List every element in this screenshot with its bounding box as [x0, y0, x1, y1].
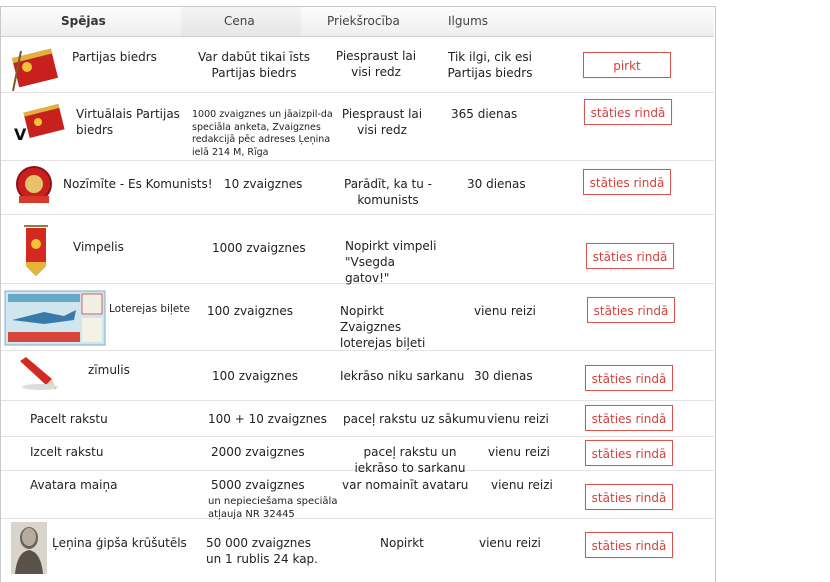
row-privilege: Nopirkt — [380, 536, 424, 550]
row-name: zīmulis — [88, 363, 130, 377]
row-price-note: un nepieciešama speciāla atļauja NR 32445 — [208, 496, 338, 520]
queue-button[interactable]: stāties rindā — [586, 243, 674, 269]
queue-button[interactable]: stāties rindā — [587, 297, 675, 323]
buy-button[interactable]: pirkt — [583, 52, 671, 78]
row-duration: vienu reizi — [479, 536, 541, 550]
pencil-icon — [16, 355, 58, 391]
queue-button[interactable]: stāties rindā — [583, 169, 671, 195]
row-name: Loterejas biļete — [109, 303, 190, 315]
queue-button[interactable]: stāties rindā — [585, 365, 673, 391]
row-privilege: var nomainīt avataru — [342, 478, 469, 492]
row-privilege: paceļ rakstu un iekrāso to sarkanu — [354, 445, 466, 475]
row-price: 100 zvaigznes — [207, 304, 293, 318]
lottery-ticket-icon — [4, 290, 106, 346]
header-privilege: Priekšrocība — [327, 14, 400, 28]
row-price: 100 zvaigznes — [212, 369, 298, 383]
row-name: Izcelt rakstu — [30, 445, 104, 459]
queue-button[interactable]: stāties rindā — [585, 532, 673, 558]
row-privilege: Nopirkt Zvaigznes loterejas biļeti — [340, 304, 426, 350]
row-privilege: Piespraust lai visi redz — [335, 49, 417, 79]
header-ability: Spējas — [61, 14, 106, 28]
row-name: Ļeņina ģipša krūšutēls — [52, 536, 187, 550]
red-flag-icon — [9, 47, 63, 91]
row-price: 100 + 10 zvaigznes — [208, 412, 327, 426]
row-duration: vienu reizi — [491, 478, 553, 492]
red-flag-v-icon — [14, 100, 66, 146]
bust-icon — [11, 522, 47, 574]
pennant-icon — [20, 222, 52, 278]
header-duration: Ilgums — [448, 14, 489, 28]
queue-button[interactable]: stāties rindā — [585, 440, 673, 466]
row-privilege: Parādīt, ka tu - komunists — [344, 177, 432, 207]
row-price: 1000 zvaigznes — [212, 241, 306, 255]
row-duration: 365 dienas — [451, 107, 518, 121]
table-header — [1, 7, 714, 37]
row-price: 2000 zvaigznes — [211, 445, 305, 459]
row-privilege: Nopirkt vimpeli "Vsegda gatov!" — [345, 239, 437, 285]
row-duration: vienu reizi — [487, 412, 549, 426]
row-price: 10 zvaigznes — [224, 177, 303, 191]
row-duration: vienu reizi — [474, 304, 536, 318]
row-privilege: Iekrāso niku sarkanu — [340, 369, 465, 383]
row-duration: 30 dienas — [474, 369, 533, 383]
row-price: Var dabūt tikai īsts Partijas biedrs — [198, 50, 310, 80]
row-name: Avatara maiņa — [30, 478, 118, 492]
row-duration: Tik ilgi, cik esi Partijas biedrs — [447, 50, 533, 80]
svg-text:V: V — [14, 125, 27, 144]
row-duration: vienu reizi — [488, 445, 550, 459]
row-name: Virtuālais Partijas biedrs — [76, 107, 180, 137]
row-privilege: paceļ rakstu uz sākumu — [343, 412, 486, 426]
queue-button[interactable]: stāties rindā — [585, 405, 673, 431]
header-price: Cena — [224, 14, 255, 28]
queue-button[interactable]: stāties rindā — [585, 484, 673, 510]
row-name: Nozīmīte - Es Komunists! — [63, 177, 213, 191]
queue-button[interactable]: stāties rindā — [584, 99, 672, 125]
row-name: Vimpelis — [73, 240, 124, 254]
badge-icon — [13, 164, 55, 208]
row-price: 5000 zvaigznes — [211, 478, 305, 492]
row-duration: 30 dienas — [467, 177, 526, 191]
row-privilege: Piespraust lai visi redz — [341, 107, 423, 137]
row-price: 1000 zvaigznes un jāaizpil-da speciāla anketa, Zvaigznes redakcijā pēc adreses Ļeņina ielā 214 M, Rīga — [192, 109, 333, 158]
row-name: Partijas biedrs — [72, 50, 157, 64]
row-name: Pacelt rakstu — [30, 412, 108, 426]
row-price: 50 000 zvaigznes un 1 rublis 24 kap. — [206, 536, 318, 566]
